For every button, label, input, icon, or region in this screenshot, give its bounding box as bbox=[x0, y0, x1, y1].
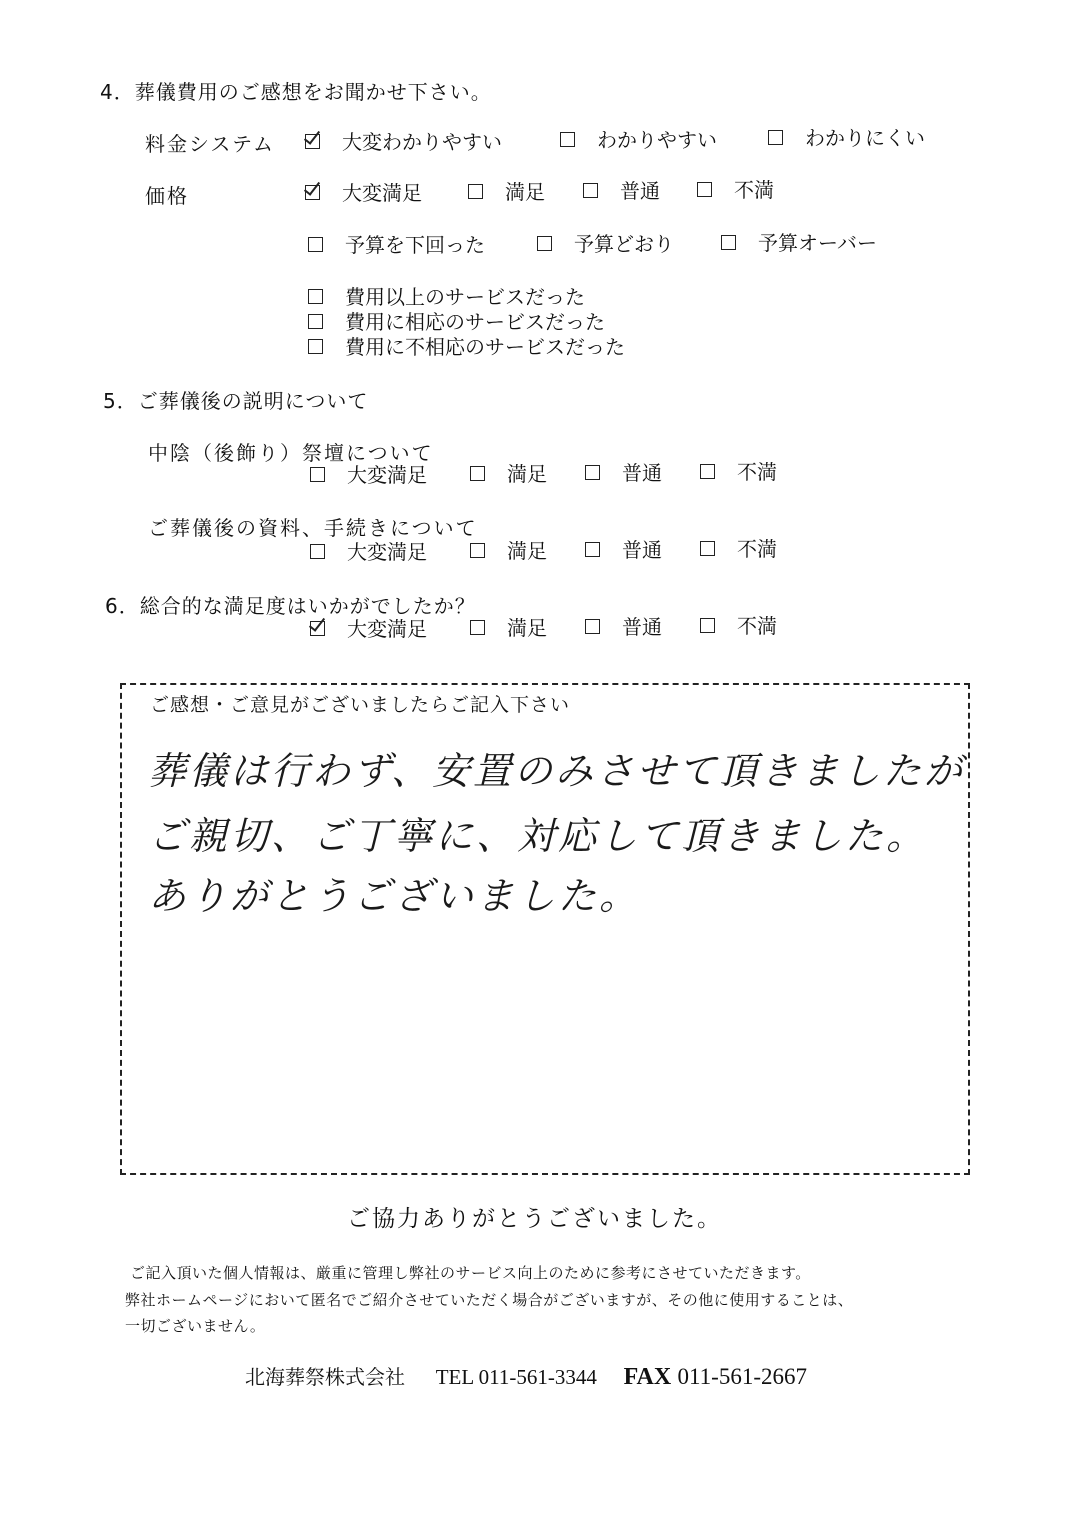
checkbox[interactable] bbox=[470, 543, 485, 558]
checkbox[interactable] bbox=[470, 620, 485, 635]
checkbox[interactable] bbox=[585, 619, 600, 634]
checkbox[interactable] bbox=[308, 314, 323, 329]
price-option-very-satisfied[interactable]: 大変満足 bbox=[305, 177, 422, 206]
documents-label: ご葬儀後の資料、手続きについて bbox=[148, 516, 478, 540]
checkbox[interactable] bbox=[721, 235, 736, 250]
overall-option-normal[interactable]: 普通 bbox=[585, 611, 662, 640]
overall-option-very-satisfied[interactable]: 大変満足 bbox=[310, 613, 427, 642]
checkbox[interactable] bbox=[700, 541, 715, 556]
pricing-system-option-very-easy[interactable]: 大変わかりやすい bbox=[305, 126, 502, 155]
fax-number: 011-561-2667 bbox=[677, 1364, 807, 1389]
documents-option-dissatisfied[interactable]: 不満 bbox=[700, 533, 777, 562]
altar-label: 中陰（後飾り）祭壇について bbox=[148, 441, 434, 465]
privacy-line-3: 一切ございません。 bbox=[125, 1317, 266, 1335]
value-option-above[interactable]: 費用以上のサービスだった bbox=[308, 281, 585, 310]
checkbox[interactable] bbox=[700, 618, 715, 633]
question-4-title: 4．葬儀費用のご感想をお聞かせ下さい。 bbox=[100, 80, 492, 104]
budget-option-as-planned[interactable]: 予算どおり bbox=[537, 228, 674, 257]
documents-option-very-satisfied[interactable]: 大変満足 bbox=[310, 536, 427, 565]
checkbox[interactable] bbox=[308, 237, 323, 252]
altar-option-satisfied[interactable]: 満足 bbox=[470, 458, 547, 487]
altar-option-dissatisfied[interactable]: 不満 bbox=[700, 456, 777, 485]
price-option-normal[interactable]: 普通 bbox=[583, 175, 660, 204]
question-5-title: 5．ご葬儀後の説明について bbox=[103, 389, 369, 413]
value-option-equal[interactable]: 費用に相応のサービスだった bbox=[308, 306, 605, 335]
documents-option-normal[interactable]: 普通 bbox=[585, 534, 662, 563]
budget-option-over[interactable]: 予算オーバー bbox=[721, 227, 877, 256]
overall-option-satisfied[interactable]: 満足 bbox=[470, 612, 547, 641]
checkbox[interactable] bbox=[310, 544, 325, 559]
checkbox[interactable] bbox=[560, 132, 575, 147]
handwritten-comment-line-2: ご親切、ご丁寧に、対応して頂きました。 bbox=[148, 814, 928, 858]
checkbox[interactable] bbox=[470, 466, 485, 481]
privacy-line-1: ご記入頂いた個人情報は、厳重に管理し弊社のサービス向上のために参考にさせていただきます。 bbox=[130, 1264, 811, 1282]
privacy-line-2: 弊社ホームページにおいて匿名でご紹介させていただく場合がございますが、その他に使用することは、 bbox=[125, 1291, 854, 1309]
comment-box-label: ご感想・ご意見がございましたらご記入下さい bbox=[150, 694, 571, 716]
checkbox[interactable] bbox=[310, 467, 325, 482]
thanks-message: ご協力ありがとうございました。 bbox=[347, 1206, 722, 1232]
budget-option-under[interactable]: 予算を下回った bbox=[308, 229, 485, 258]
pricing-system-option-easy[interactable]: わかりやすい bbox=[560, 124, 717, 153]
price-option-satisfied[interactable]: 満足 bbox=[468, 176, 545, 205]
price-label: 価格 bbox=[145, 184, 189, 208]
checkbox[interactable] bbox=[308, 289, 323, 304]
checkbox[interactable] bbox=[585, 542, 600, 557]
checkbox-checked[interactable] bbox=[305, 134, 320, 149]
checkbox[interactable] bbox=[308, 339, 323, 354]
phone-number: TEL 011-561-3344 bbox=[435, 1365, 597, 1389]
overall-option-dissatisfied[interactable]: 不満 bbox=[700, 610, 777, 639]
handwritten-comment-line-3: ありがとうございました。 bbox=[148, 874, 641, 918]
checkbox[interactable] bbox=[768, 130, 783, 145]
checkbox[interactable] bbox=[700, 464, 715, 479]
altar-option-very-satisfied[interactable]: 大変満足 bbox=[310, 459, 427, 488]
checkbox[interactable] bbox=[697, 182, 712, 197]
altar-option-normal[interactable]: 普通 bbox=[585, 457, 662, 486]
documents-option-satisfied[interactable]: 満足 bbox=[470, 535, 547, 564]
handwritten-comment-line-1: 葬儀は行わず、安置のみさせて頂きましたが bbox=[148, 749, 965, 793]
price-option-dissatisfied[interactable]: 不満 bbox=[697, 174, 774, 203]
pricing-system-option-hard[interactable]: わかりにくい bbox=[768, 122, 925, 151]
company-name: 北海葬祭株式会社 bbox=[245, 1365, 405, 1389]
fax-label: FAX bbox=[623, 1364, 672, 1390]
value-option-below[interactable]: 費用に不相応のサービスだった bbox=[308, 331, 625, 360]
pricing-system-label: 料金システム bbox=[145, 132, 275, 156]
checkbox-checked[interactable] bbox=[310, 621, 325, 636]
checkbox[interactable] bbox=[537, 236, 552, 251]
question-6-title: 6．総合的な満足度はいかがでしたか？ bbox=[105, 594, 476, 618]
checkbox[interactable] bbox=[583, 183, 598, 198]
checkbox[interactable] bbox=[585, 465, 600, 480]
checkbox-checked[interactable] bbox=[305, 185, 320, 200]
checkbox[interactable] bbox=[468, 184, 483, 199]
footer-contact bbox=[245, 1361, 807, 1391]
